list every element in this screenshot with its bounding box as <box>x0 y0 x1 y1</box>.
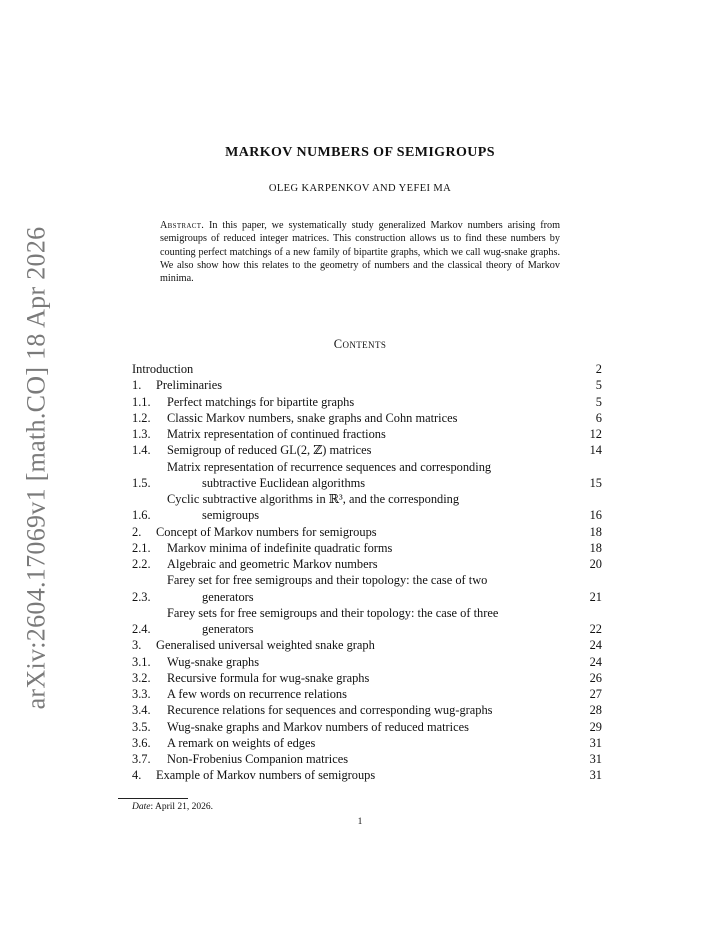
toc-entry[interactable] <box>132 637 602 653</box>
toc-entry-title <box>167 702 580 718</box>
toc-entry-number: 2.1. <box>132 540 151 555</box>
toc-entry-title-continuation: semigroups <box>202 508 260 523</box>
toc-entry-title-continuation: generators <box>202 589 254 604</box>
toc-entry-title-text: Cyclic subtractive algorithms in ℝ³, and the corresponding <box>167 492 460 506</box>
toc-entry-title-text: Wug-snake graphs and Markov numbers of reduced matrices <box>167 719 469 734</box>
toc-entry-page: 24 <box>589 654 602 669</box>
toc-entry-title-text: Markov minima of indefinite quadratic forms <box>167 540 393 555</box>
toc-entry-title <box>156 637 580 653</box>
toc-entry-title-continuation: generators <box>202 622 254 636</box>
toc-entry-title-text: Concept of Markov numbers for semigroups <box>156 524 377 539</box>
toc-entry-title-text: Farey set for free semigroups and their topology: the case of two <box>167 573 488 588</box>
toc-entry-number: 3.7. <box>132 752 151 766</box>
paper-title: MARKOV NUMBERS OF SEMIGROUPS <box>225 145 495 160</box>
toc-entry-number: 4. <box>132 768 142 783</box>
toc-entry-title-text: Algebraic and geometric Markov numbers <box>167 557 378 571</box>
page-number: 1 <box>357 817 363 827</box>
paper-authors: OLEG KARPENKOV AND YEFEI MA <box>268 183 452 194</box>
toc-entry-title <box>156 524 580 540</box>
toc-entry-page: 26 <box>589 670 602 685</box>
toc-entry[interactable] <box>132 426 602 442</box>
toc-entry-page: 6 <box>595 410 602 425</box>
toc-entry-page: 22 <box>589 622 602 636</box>
footnote-date <box>132 802 213 812</box>
footnote-text: : April 21, 2026. <box>150 802 214 812</box>
toc-entry-title-text: Recursive formula for wug-snake graphs <box>167 670 370 685</box>
footnote-rule <box>118 798 188 799</box>
toc-entry[interactable] <box>132 605 602 638</box>
toc-entry-number: 1.4. <box>132 443 151 458</box>
table-of-contents <box>132 361 602 784</box>
toc-entry-page: 12 <box>589 427 602 441</box>
contents-heading: Contents <box>333 337 387 351</box>
toc-entry-page: 16 <box>589 508 602 523</box>
toc-entry-title-text: Introduction <box>132 362 194 376</box>
toc-entry-title-continuation: subtractive Euclidean algorithms <box>202 475 366 490</box>
toc-entry-title-text: Matrix representation of recurrence sequences and corresponding <box>167 459 492 474</box>
toc-entry[interactable] <box>132 442 602 458</box>
toc-entry-title <box>167 572 580 605</box>
toc-entry-title <box>167 686 580 702</box>
toc-entry-title <box>167 556 580 572</box>
toc-entry[interactable] <box>132 767 602 783</box>
toc-entry-title-text: Classic Markov numbers, snake graphs and Cohn matrices <box>167 410 458 425</box>
toc-entry-title-text: Farey sets for free semigroups and their topology: the case of three <box>167 605 499 620</box>
toc-entry-page: 31 <box>589 752 602 766</box>
toc-entry-title <box>167 410 580 426</box>
toc-entry-title-text: Matrix representation of continued fractions <box>167 427 386 441</box>
toc-entry[interactable] <box>132 394 602 410</box>
toc-entry-title <box>167 670 580 686</box>
toc-entry[interactable] <box>132 361 602 377</box>
toc-entry-title <box>167 442 580 458</box>
toc-entry-number: 2.3. <box>132 589 151 604</box>
abstract-text: In this paper, we systematically study generalized Markov numbers arising from semigroups of reduced integer matrices. This construction allows us to find these numbers by counting perfect matchings of a new family of bipartite graphs, which we call wug-snake graphs. We also show how this relates to the geometry of numbers and the classical theory of Markov minima. <box>160 220 561 285</box>
toc-entry-page: 28 <box>589 703 602 718</box>
toc-entry-number: 1.3. <box>132 427 151 441</box>
toc-entry-title <box>167 654 580 670</box>
toc-entry-title-text: Preliminaries <box>156 378 223 393</box>
toc-entry-number: 3.6. <box>132 735 151 750</box>
toc-entry-title <box>167 735 580 751</box>
toc-entry-title <box>167 605 580 638</box>
toc-entry-number: 3.5. <box>132 719 151 734</box>
toc-entry[interactable] <box>132 556 602 572</box>
toc-entry-page: 5 <box>595 394 602 409</box>
toc-entry-number: 1.6. <box>132 508 151 523</box>
toc-entry-number: 1.2. <box>132 410 151 425</box>
toc-entry-title <box>167 719 580 735</box>
toc-entry-page: 2 <box>595 362 602 376</box>
arxiv-side-stamp <box>18 226 54 709</box>
toc-entry-page: 27 <box>589 687 602 701</box>
toc-entry-page: 24 <box>589 638 602 653</box>
toc-entry-number: 2.4. <box>132 622 151 636</box>
toc-entry-number: 2. <box>132 524 142 539</box>
toc-entry[interactable] <box>132 377 602 393</box>
toc-entry-title-text: Recurence relations for sequences and corresponding wug-graphs <box>167 703 493 718</box>
abstract-label: Abstract. <box>160 220 205 231</box>
toc-entry-title <box>156 377 580 393</box>
toc-entry[interactable] <box>132 410 602 426</box>
toc-entry-page: 31 <box>589 735 602 750</box>
toc-entry[interactable] <box>132 686 602 702</box>
toc-entry-page: 18 <box>589 524 602 539</box>
toc-entry-title-text: Example of Markov numbers of semigroups <box>156 768 376 783</box>
toc-entry-number: 1.5. <box>132 475 151 490</box>
toc-entry[interactable] <box>132 735 602 751</box>
toc-entry-page: 29 <box>589 719 602 734</box>
toc-entry-number: 3. <box>132 638 142 653</box>
toc-entry-page: 5 <box>595 378 602 393</box>
toc-entry-number: 1. <box>132 378 142 393</box>
toc-entry[interactable] <box>132 524 602 540</box>
toc-entry-title-text: A remark on weights of edges <box>167 735 316 750</box>
toc-entry-title-text: Non-Frobenius Companion matrices <box>167 752 349 766</box>
arxiv-identifier: arXiv:2604.17069v1 [math.CO] 18 Apr 2026 <box>21 226 50 709</box>
toc-entry-title-text: Perfect matchings for bipartite graphs <box>167 394 355 409</box>
toc-entry-title <box>132 361 580 377</box>
toc-entry-page: 21 <box>589 589 602 604</box>
toc-entry-page: 20 <box>589 557 602 571</box>
toc-entry[interactable] <box>132 719 602 735</box>
toc-entry[interactable] <box>132 459 602 492</box>
toc-entry[interactable] <box>132 702 602 718</box>
toc-entry-title-text: A few words on recurrence relations <box>167 687 347 701</box>
toc-entry-title-text: Generalised universal weighted snake graph <box>156 638 375 653</box>
toc-entry-page: 31 <box>589 768 602 783</box>
toc-entry-page: 18 <box>589 540 602 555</box>
toc-entry-title <box>167 394 580 410</box>
toc-entry[interactable] <box>132 540 602 556</box>
toc-entry-number: 2.2. <box>132 557 151 571</box>
toc-entry[interactable] <box>132 751 602 767</box>
toc-entry-number: 3.3. <box>132 687 151 701</box>
toc-entry-page: 15 <box>589 475 602 490</box>
toc-entry-title <box>167 491 580 524</box>
toc-entry-title <box>167 426 580 442</box>
toc-entry-number: 3.1. <box>132 654 151 669</box>
toc-entry-title-text: Wug-snake graphs <box>167 654 260 669</box>
footnote-label: Date <box>132 802 151 812</box>
toc-entry-number: 3.4. <box>132 703 151 718</box>
toc-entry-title-text: Semigroup of reduced GL(2, ℤ) matrices <box>167 443 372 458</box>
toc-entry-title <box>156 767 580 783</box>
toc-entry-title <box>167 540 580 556</box>
toc-entry-page: 14 <box>589 443 602 458</box>
abstract <box>160 219 560 285</box>
toc-entry-number: 3.2. <box>132 670 151 685</box>
toc-entry[interactable] <box>132 572 602 605</box>
toc-entry[interactable] <box>132 670 602 686</box>
toc-entry-number: 1.1. <box>132 394 151 409</box>
toc-entry[interactable] <box>132 491 602 524</box>
toc-entry-title <box>167 751 580 767</box>
toc-entry-title <box>167 459 580 492</box>
toc-entry[interactable] <box>132 654 602 670</box>
